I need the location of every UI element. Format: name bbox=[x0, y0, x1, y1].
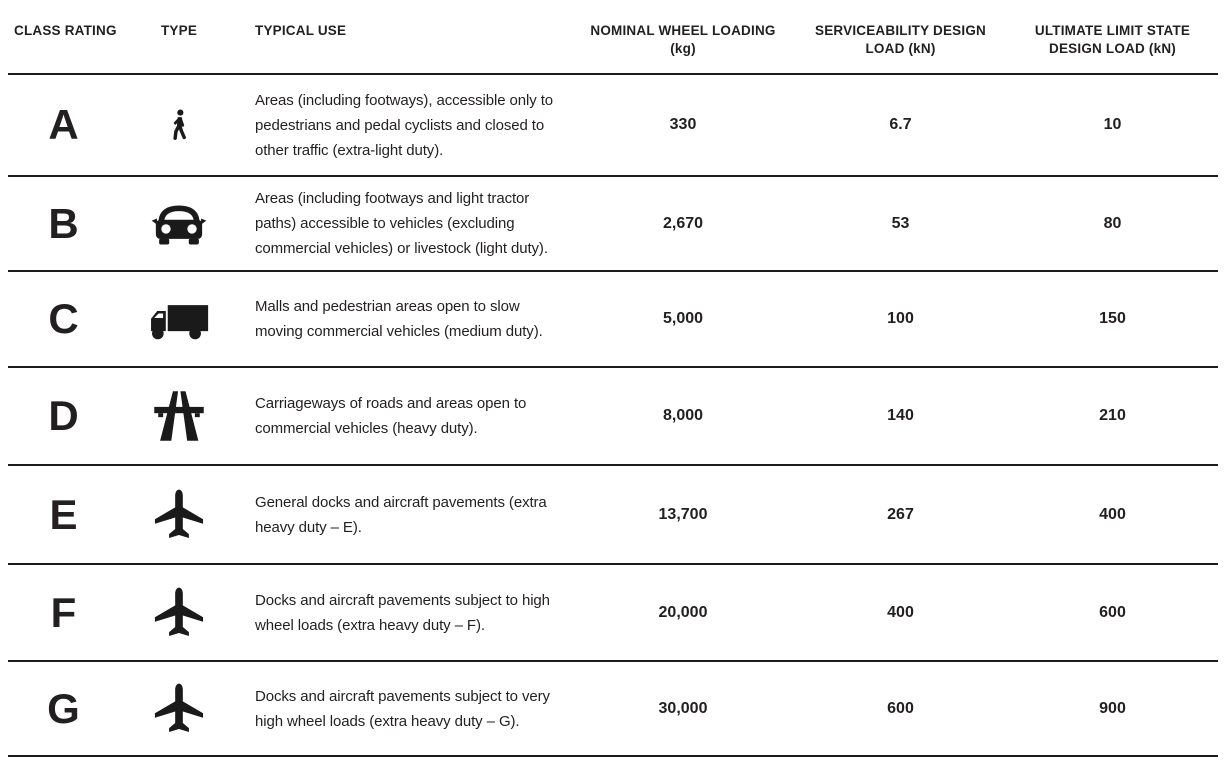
typical-use-text: Carriageways of roads and areas open to commercial vehicles (heavy duty). bbox=[255, 395, 527, 437]
type-cell bbox=[118, 679, 240, 739]
ultimate-limit-state-design-load-value: 210 bbox=[1099, 407, 1126, 424]
serviceability-design-load-value: 53 bbox=[891, 214, 910, 232]
class-rating-value: F bbox=[50, 588, 76, 636]
header-class-rating: CLASS RATING bbox=[14, 23, 117, 38]
ultimate-limit-state-design-load-value: 400 bbox=[1099, 505, 1126, 523]
typical-use-cell bbox=[240, 294, 572, 344]
type-cell bbox=[118, 380, 240, 452]
table-row-class-f bbox=[8, 565, 1218, 662]
class-rating-value: B bbox=[48, 199, 78, 247]
class-rating-value: D bbox=[48, 392, 78, 439]
class-rating-cell bbox=[8, 392, 118, 440]
table-row-class-e bbox=[8, 466, 1218, 565]
type-cell bbox=[118, 200, 240, 247]
header-nominal-wheel-loading bbox=[572, 0, 794, 58]
class-rating-cell bbox=[8, 295, 118, 343]
airplane-icon bbox=[152, 583, 206, 643]
typical-use-cell bbox=[240, 186, 572, 261]
typical-use-cell bbox=[240, 490, 572, 540]
header-type: TYPE bbox=[160, 23, 198, 38]
typical-use-text: Docks and aircraft pavements subject to high wheel loads (extra heavy duty – F). bbox=[255, 591, 550, 634]
airplane-icon bbox=[152, 679, 206, 739]
class-rating-cell bbox=[8, 685, 118, 733]
serviceability-design-load-value: 140 bbox=[887, 407, 914, 424]
class-rating-value: C bbox=[48, 295, 78, 342]
header-typical-use: TYPICAL USE bbox=[255, 23, 347, 38]
class-rating-value: A bbox=[48, 101, 78, 148]
nominal-wheel-loading-value: 13,700 bbox=[658, 505, 708, 523]
class-rating-cell bbox=[8, 589, 118, 637]
nominal-wheel-loading-value: 2,670 bbox=[662, 214, 704, 232]
typical-use-cell bbox=[240, 88, 572, 163]
header-line: DESIGN LOAD (kN) bbox=[1049, 41, 1176, 56]
header-line: (kg) bbox=[670, 41, 696, 56]
class-rating-value: E bbox=[49, 490, 77, 538]
nominal-wheel-loading-value: 8,000 bbox=[662, 407, 704, 424]
header-line: NOMINAL WHEEL LOADING bbox=[590, 23, 776, 38]
serviceability-design-load-value: 267 bbox=[887, 505, 914, 523]
motorway-icon bbox=[151, 380, 207, 452]
car-icon bbox=[150, 200, 208, 247]
type-cell bbox=[118, 583, 240, 643]
ultimate-limit-state-design-load-value: 80 bbox=[1103, 214, 1122, 232]
ultimate-limit-state-design-load-value: 600 bbox=[1099, 603, 1126, 621]
serviceability-design-load-value: 6.7 bbox=[889, 116, 912, 133]
nominal-wheel-loading-value: 30,000 bbox=[658, 699, 708, 717]
table-body bbox=[8, 75, 1218, 757]
table-row-class-g bbox=[8, 662, 1218, 757]
nominal-wheel-loading-value: 5,000 bbox=[662, 310, 704, 327]
typical-use-text: Malls and pedestrian areas open to slow moving commercial vehicles (medium duty). bbox=[255, 298, 543, 340]
typical-use-text: Docks and aircraft pavements subject to very high wheel loads (extra heavy duty – G). bbox=[255, 687, 550, 730]
serviceability-design-load-value: 100 bbox=[887, 310, 914, 327]
typical-use-text: Areas (including footways and light tractor paths) accessible to vehicles (excluding commercial vehicles) or livestock (light duty). bbox=[255, 190, 548, 257]
table-row-class-b bbox=[8, 177, 1218, 272]
truck-icon bbox=[146, 296, 212, 343]
ultimate-limit-state-design-load-value: 900 bbox=[1099, 699, 1126, 717]
class-rating-cell bbox=[8, 491, 118, 539]
type-cell bbox=[118, 485, 240, 545]
header-line: SERVICEABILITY DESIGN bbox=[815, 23, 986, 38]
header-line: ULTIMATE LIMIT STATE bbox=[1034, 23, 1191, 38]
ultimate-limit-state-design-load-value: 150 bbox=[1099, 310, 1126, 327]
class-rating-cell bbox=[8, 200, 118, 248]
serviceability-design-load-value: 400 bbox=[887, 603, 914, 621]
typical-use-cell bbox=[240, 391, 572, 441]
table-row-class-d bbox=[8, 368, 1218, 466]
header-ultimate-limit-state bbox=[1007, 0, 1218, 58]
typical-use-cell bbox=[240, 684, 572, 734]
class-rating-cell bbox=[8, 101, 118, 149]
class-rating-value: G bbox=[47, 684, 79, 732]
airplane-icon bbox=[152, 485, 206, 545]
typical-use-cell bbox=[240, 588, 572, 638]
table-row-class-c bbox=[8, 272, 1218, 368]
load-classification-table bbox=[8, 0, 1218, 757]
table-row-class-a bbox=[8, 75, 1218, 177]
pedestrian-icon bbox=[163, 100, 195, 150]
type-cell bbox=[118, 100, 240, 150]
type-cell bbox=[118, 296, 240, 343]
header-serviceability-design-load bbox=[794, 0, 1007, 58]
serviceability-design-load-value: 600 bbox=[887, 699, 914, 717]
typical-use-text: Areas (including footways), accessible only to pedestrians and pedal cyclists and closed to other traffic (extra-light duty). bbox=[255, 91, 554, 159]
ultimate-limit-state-design-load-value: 10 bbox=[1103, 116, 1122, 133]
typical-use-text: General docks and aircraft pavements (extra heavy duty – E). bbox=[255, 493, 547, 536]
table-header-row bbox=[8, 0, 1218, 75]
header-line: LOAD (kN) bbox=[865, 41, 936, 56]
nominal-wheel-loading-value: 330 bbox=[669, 116, 697, 133]
nominal-wheel-loading-value: 20,000 bbox=[658, 603, 708, 621]
